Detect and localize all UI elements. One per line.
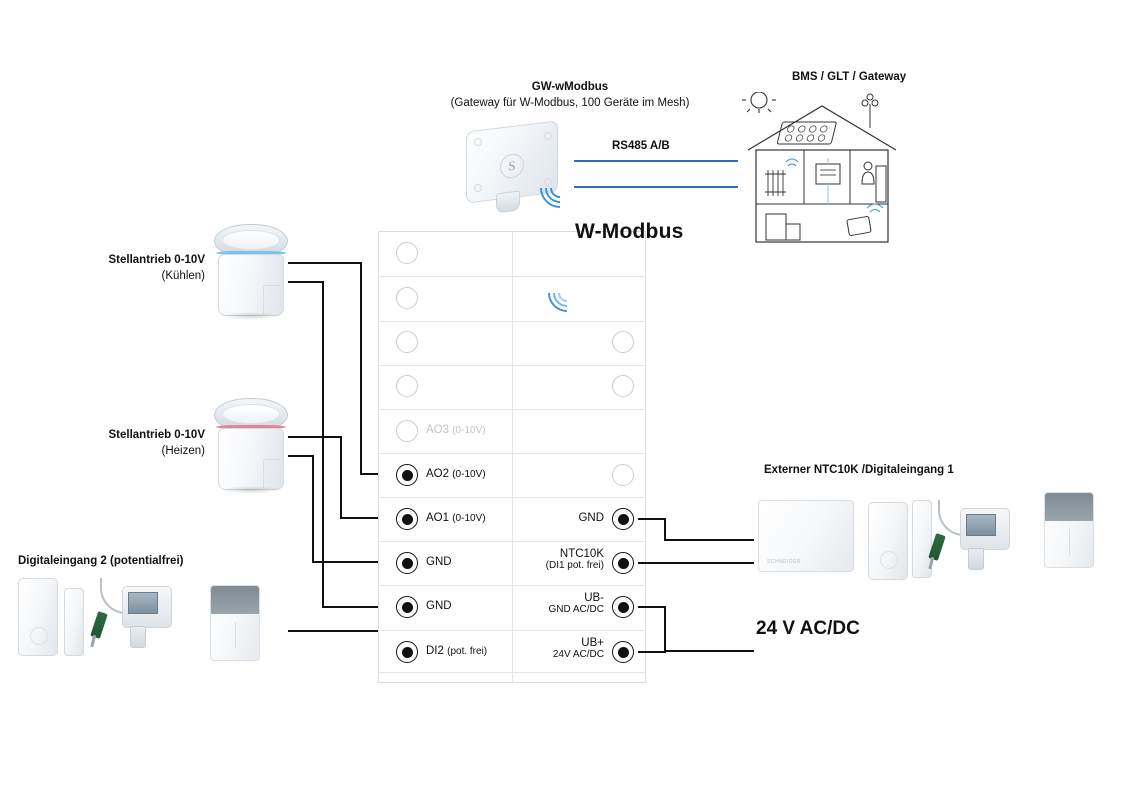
terminal-ub-plus-sub: 24V AC/DC xyxy=(552,649,604,660)
gateway-screw xyxy=(474,184,482,192)
device-ntc-probe-di2 xyxy=(100,568,190,668)
device-wall-plate-di2 xyxy=(210,585,260,661)
window-contact-magnet xyxy=(64,588,84,656)
label-gateway-name: GW-wModbus xyxy=(531,81,609,93)
terminal-right-empty-6[interactable] xyxy=(612,464,634,486)
terminal-row-divider xyxy=(378,409,646,410)
wire-gnd-right-h1 xyxy=(638,518,666,520)
terminal-di2[interactable] xyxy=(396,641,418,663)
device-wall-plate-di1 xyxy=(1044,492,1094,568)
wire-gnd-right-h2 xyxy=(664,539,754,541)
label-actuator-heating-name: Stellantrieb 0-10V xyxy=(108,429,205,441)
gateway-cable-gland xyxy=(496,191,520,214)
terminal-ao3-label xyxy=(426,424,486,436)
wire-ub-minus-h1 xyxy=(638,606,666,608)
terminal-ub-plus[interactable] xyxy=(612,641,634,663)
terminal-ao2-label xyxy=(426,468,486,480)
actuator-body xyxy=(218,428,284,490)
wire-ntc10k-h xyxy=(638,562,754,564)
terminal-ntc10k-sub: (DI1 pot. frei) xyxy=(545,560,604,571)
terminal-right-empty-4[interactable] xyxy=(612,375,634,397)
terminal-row-divider xyxy=(378,453,646,454)
terminal-block-divider xyxy=(512,231,513,683)
terminal-di2-name: DI2 xyxy=(426,645,444,657)
terminal-gnd-1-name: GND xyxy=(426,556,452,568)
terminal-ub-plus-name: UB+ xyxy=(581,637,604,649)
terminal-ub-plus-label xyxy=(494,637,604,660)
terminal-ao3-sub: (0-10V) xyxy=(452,425,486,436)
terminal-row-divider xyxy=(378,541,646,542)
terminal-empty-2[interactable] xyxy=(396,287,418,309)
wire-cooling-v xyxy=(360,262,362,474)
label-actuator-cooling-name: Stellantrieb 0-10V xyxy=(108,254,205,266)
terminal-gnd-1[interactable] xyxy=(396,552,418,574)
terminal-gnd-2-name: GND xyxy=(426,600,452,612)
label-actuator-cooling-mode: (Kühlen) xyxy=(161,270,205,282)
wire-ub-minus-h2 xyxy=(664,650,754,652)
wall-plate-screen xyxy=(1045,493,1093,521)
building-svg xyxy=(742,92,902,262)
terminal-right-empty-3[interactable] xyxy=(612,331,634,353)
terminal-gnd-right-label xyxy=(500,512,604,524)
device-room-panel xyxy=(758,500,854,572)
anemometer-icon xyxy=(862,94,878,128)
label-gateway-subtitle: (Gateway für W-Modbus, 100 Geräte im Mesh) xyxy=(450,97,690,109)
label-rs485: RS485 A/B xyxy=(612,140,670,152)
terminal-gnd-2-label xyxy=(426,600,452,612)
terminal-ub-minus-name: UB- xyxy=(584,592,604,604)
terminal-gnd-right-name: GND xyxy=(578,512,604,524)
terminal-ntc10k-name: NTC10K xyxy=(559,548,604,560)
label-digital-input-2: Digitaleingang 2 (potentialfrei) xyxy=(18,555,184,567)
terminal-row-divider xyxy=(378,321,646,322)
terminal-ao2-sub: (0-10V) xyxy=(452,469,486,480)
terminal-di2-sub: (pot. frei) xyxy=(447,646,488,657)
actuator-body xyxy=(218,254,284,316)
wifi-icon-wmodbus xyxy=(552,278,596,322)
terminal-row-divider xyxy=(378,365,646,366)
terminal-row-divider xyxy=(378,497,646,498)
terminal-ub-minus[interactable] xyxy=(612,596,634,618)
wifi-icon-radiator xyxy=(786,159,798,166)
terminal-row-divider xyxy=(378,585,646,586)
gateway-screw xyxy=(544,132,552,140)
wall-plate-screen xyxy=(211,586,259,614)
terminal-row-divider xyxy=(378,276,646,277)
probe-plug xyxy=(130,626,146,648)
label-wmodbus-title: W-Modbus xyxy=(575,220,684,243)
appliance-small-icon xyxy=(786,224,800,240)
bus-line-a xyxy=(574,160,738,162)
terminal-ntc10k[interactable] xyxy=(612,552,634,574)
wire-heating-v xyxy=(340,436,342,518)
illustration-building xyxy=(742,92,902,262)
wifi-icon-tablet xyxy=(867,204,883,212)
gateway-logo: S xyxy=(500,153,524,180)
window-contact-body xyxy=(18,578,58,656)
sun-icon xyxy=(742,92,776,113)
actuator-shadow xyxy=(220,486,282,494)
tablet-icon xyxy=(847,216,871,236)
wire-heating-h1 xyxy=(288,436,342,438)
terminal-row-divider xyxy=(378,672,646,673)
terminal-ao1-sub: (0-10V) xyxy=(452,513,486,524)
wire-ub-plus-h xyxy=(638,651,666,653)
probe-tip xyxy=(90,611,108,639)
gateway-screw xyxy=(474,138,482,146)
wire-gnd-right-v xyxy=(664,518,666,540)
terminal-ntc10k-label xyxy=(494,548,604,571)
terminal-row-divider xyxy=(378,630,646,631)
wire-cooling-gnd-v xyxy=(322,281,324,607)
wire-ub-minus-v xyxy=(664,606,666,652)
device-actuator-cooling xyxy=(214,224,288,320)
terminal-empty-1[interactable] xyxy=(396,242,418,264)
label-external-ntc-di1: Externer NTC10K /Digitaleingang 1 xyxy=(764,464,954,476)
label-power-supply: 24 V AC/DC xyxy=(756,618,860,639)
appliance-icon xyxy=(766,214,786,240)
probe-display xyxy=(128,592,158,614)
wifi-icon-gateway xyxy=(548,176,592,220)
solar-panel-icon xyxy=(777,122,836,144)
wire-heating-gnd-h1 xyxy=(288,455,314,457)
terminal-empty-3[interactable] xyxy=(396,331,418,353)
terminal-ub-minus-sub: GND AC/DC xyxy=(548,604,604,615)
device-window-contact-di2 xyxy=(18,578,88,658)
terminal-ub-minus-label xyxy=(494,592,604,615)
label-bms-glt-gateway: BMS / GLT / Gateway xyxy=(792,71,907,83)
terminal-ao2-name: AO2 xyxy=(426,468,450,480)
actuator-shadow xyxy=(220,312,282,320)
device-window-contact-di1 xyxy=(868,500,938,582)
window-contact-body xyxy=(868,502,908,580)
controller-icon xyxy=(816,164,840,184)
terminal-ao3-name: AO3 xyxy=(426,424,450,436)
label-actuator-heating-mode: (Heizen) xyxy=(161,445,205,457)
device-ntc-probe-di1 xyxy=(938,490,1028,590)
person-icon xyxy=(862,162,874,184)
device-actuator-heating xyxy=(214,398,288,494)
terminal-gnd-2[interactable] xyxy=(396,596,418,618)
terminal-ao2[interactable] xyxy=(396,464,418,486)
wire-heating-gnd-v xyxy=(312,455,314,562)
terminal-ao1-name: AO1 xyxy=(426,512,450,524)
terminal-ao1-label xyxy=(426,512,486,524)
terminal-ao3[interactable] xyxy=(396,420,418,442)
actuator-ring xyxy=(222,230,280,250)
wire-cooling-gnd-h1 xyxy=(288,281,324,283)
bus-line-b xyxy=(574,186,738,188)
wire-cooling-h1 xyxy=(288,262,362,264)
wall-plate-divider xyxy=(235,622,236,648)
room-panel-brand: SCHNEIDER xyxy=(767,559,801,565)
roof-outline xyxy=(748,106,896,150)
probe-plug xyxy=(968,548,984,570)
terminal-empty-4[interactable] xyxy=(396,375,418,397)
terminal-gnd-1-label xyxy=(426,556,452,568)
wall-plate-divider xyxy=(1069,529,1070,555)
probe-display xyxy=(966,514,996,536)
door-icon xyxy=(876,166,886,202)
terminal-gnd-right[interactable] xyxy=(612,508,634,530)
actuator-ring xyxy=(222,404,280,424)
radiator-icon xyxy=(765,170,786,196)
terminal-ao1[interactable] xyxy=(396,508,418,530)
terminal-di2-label xyxy=(426,645,487,657)
